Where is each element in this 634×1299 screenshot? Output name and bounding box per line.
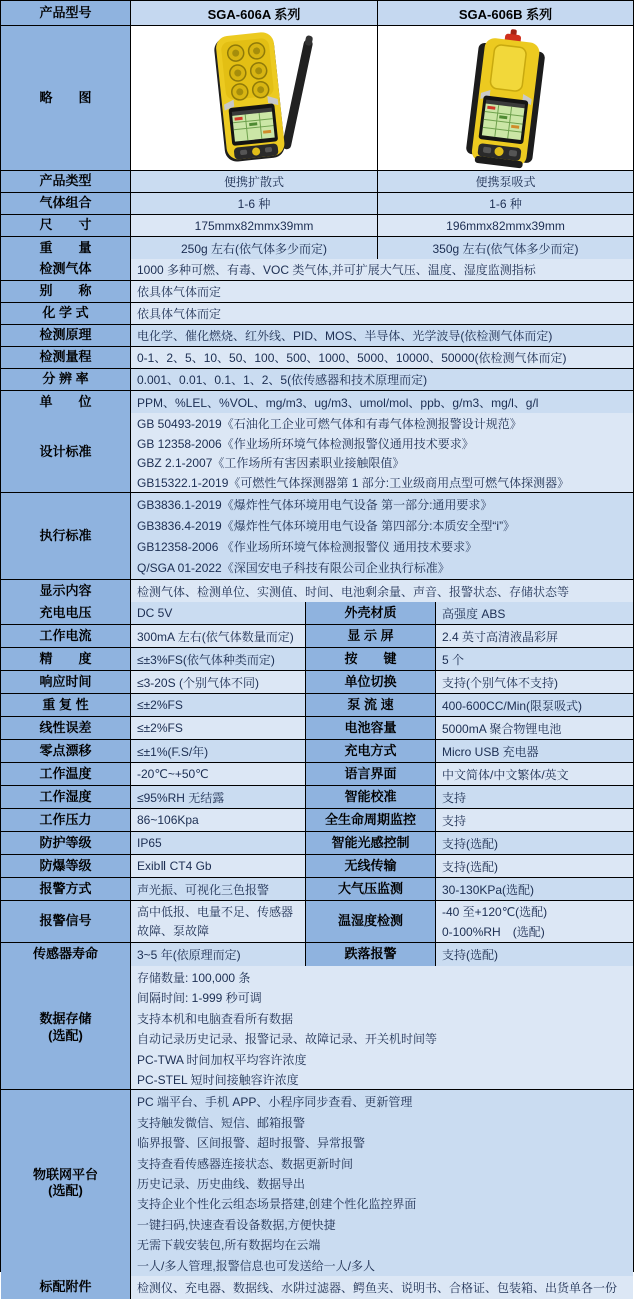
row-label: 工作压力	[1, 809, 131, 831]
feature-list	[131, 1090, 633, 1276]
feature-line: 存储数量: 100,000 条	[137, 971, 251, 985]
table-row	[1, 878, 633, 901]
row-label: 化 学 式	[1, 303, 131, 324]
row-label: 充电电压	[1, 602, 131, 624]
row-value-left: IP65	[131, 832, 306, 854]
row-label: 标配附件	[1, 1276, 131, 1299]
row-value: PPM、%LEL、%VOL、mg/m3、ug/m3、umol/mol、ppb、g/m3、mg/l、g/l	[131, 391, 633, 413]
row-value-right	[436, 901, 633, 942]
row-label-right: 智能光感控制	[306, 832, 436, 854]
row-label-right: 全生命周期监控	[306, 809, 436, 831]
row-value: 电化学、催化燃烧、红外线、PID、MOS、半导体、光学波导(依检测气体而定)	[131, 325, 633, 346]
row-value: 依具体气体而定	[131, 281, 633, 302]
row-label: 检测气体	[1, 259, 131, 280]
row-label: 单 位	[1, 391, 131, 413]
row-label: 分 辨 率	[1, 369, 131, 390]
row-value-a: 便携扩散式	[131, 171, 378, 192]
table-row	[1, 855, 633, 878]
feature-line: 间隔时间: 1-999 秒可调	[137, 991, 262, 1006]
table-row	[1, 625, 633, 648]
row-value-b: 350g 左右(依气体多少而定)	[378, 237, 633, 259]
row-label: 别 称	[1, 281, 131, 302]
row-label-right: 温湿度检测	[306, 901, 436, 942]
row-value-left: ≤95%RH 无结露	[131, 786, 306, 808]
row-label: 响应时间	[1, 671, 131, 693]
row-value-right: 中文简体/中文繁体/英文	[436, 763, 633, 785]
table-row	[1, 717, 633, 740]
feature-line: 无需下载安装包,所有数据均在云端	[137, 1238, 321, 1253]
row-label: 检测量程	[1, 347, 131, 368]
row-label: 重 复 性	[1, 694, 131, 716]
table-row	[1, 901, 633, 943]
row-label-right: 无线传输	[306, 855, 436, 877]
row-value-b: 便携泵吸式	[378, 171, 633, 192]
row-label: 设计标准	[1, 413, 131, 492]
row-label	[1, 1090, 131, 1276]
row-value-right: 30-130KPa(选配)	[436, 878, 633, 900]
row-value-left: DC 5V	[131, 602, 306, 624]
row-value-left: ≤±1%(F.S/年)	[131, 740, 306, 762]
standard-line: GB12358-2006 《作业场所环境气体检测报警仪 通用技术要求》	[137, 540, 478, 554]
table-row	[1, 369, 633, 391]
accessories-section	[1, 1276, 633, 1299]
row-value-right: 支持	[436, 809, 633, 831]
row-label: 执行标准	[1, 493, 131, 579]
table-row	[1, 281, 633, 303]
row-label: 工作湿度	[1, 786, 131, 808]
row-value-left: 声光振、可视化三色报警	[131, 878, 306, 900]
basic-spec-section	[1, 171, 633, 259]
row-value: 检测气体、检测单位、实测值、时间、电池剩余量、声音、报警状态、存储状态等	[131, 580, 633, 602]
standards-list	[131, 413, 633, 492]
row-value-left: 高中低报、电量不足、传感器故障、泵故障	[131, 901, 306, 942]
row-value-right: 支持(个别气体不支持)	[436, 671, 633, 693]
row-value: 检测仪、充电器、数据线、水阱过滤器、鳄鱼夹、说明书、合格证、包装箱、出货单各一份	[131, 1276, 633, 1299]
pump-detector-icon	[396, 28, 616, 168]
sketch-label: 略 图	[1, 26, 131, 170]
feature-line: PC-STEL 短时间接触容许浓度	[137, 1073, 299, 1088]
row-label: 零点漂移	[1, 740, 131, 762]
row-value-left: ≤±2%FS	[131, 717, 306, 739]
table-row	[1, 1276, 633, 1299]
label-line: (选配)	[48, 1183, 83, 1199]
model-a-title: SGA-606A 系列	[131, 1, 378, 25]
row-value-a: 250g 左右(依气体多少而定)	[131, 237, 378, 259]
feature-line: 支持企业个性化云组态场景搭建,创建个性化监控界面	[137, 1197, 417, 1212]
feature-list	[131, 966, 633, 1089]
row-label: 传感器寿命	[1, 943, 131, 966]
standard-line: GB15322.1-2019《可燃性气体探测器第 1 部分:工业级商用点型可燃气体探测器》	[137, 475, 570, 490]
table-row	[1, 193, 633, 215]
row-label: 线性误差	[1, 717, 131, 739]
row-value-left: ExibⅡ CT4 Gb	[131, 855, 306, 877]
row-label: 报警方式	[1, 878, 131, 900]
value-line: -40 至+120℃(选配)	[442, 904, 548, 919]
table-row	[1, 671, 633, 694]
standard-line: GB 12358-2006《作业场所环境气体检测报警仪通用技术要求》	[137, 436, 474, 451]
row-value-left: ≤±3%FS(依气体种类而定)	[131, 648, 306, 670]
value-line: 0-100%RH (选配)	[442, 924, 545, 939]
row-value-right: 支持(选配)	[436, 855, 633, 877]
row-label: 重 量	[1, 237, 131, 259]
table-row	[1, 763, 633, 786]
standard-line: Q/SGA 01-2022《深国安电子科技有限公司企业执行标准》	[137, 561, 450, 575]
row-label: 工作电流	[1, 625, 131, 647]
table-row	[1, 694, 633, 717]
row-value: 0-1、2、5、10、50、100、500、1000、5000、10000、50000(依检测气体而定)	[131, 347, 633, 368]
row-value-left: 86~106Kpa	[131, 809, 306, 831]
device-a-image	[131, 26, 378, 170]
row-label-right: 智能校准	[306, 786, 436, 808]
table-row	[1, 237, 633, 259]
table-row	[1, 943, 633, 966]
row-value: 依具体气体而定	[131, 303, 633, 324]
row-value-right: 支持	[436, 786, 633, 808]
header-row	[1, 1, 633, 26]
table-row	[1, 602, 633, 625]
row-value-b: 196mmx82mmx39mm	[378, 215, 633, 236]
row-value-left: -20℃~+50℃	[131, 763, 306, 785]
label-line: 数据存储	[39, 1011, 92, 1027]
row-value-b: 1-6 种	[378, 193, 633, 214]
feature-line: 支持查看传感器连接状态、数据更新时间	[137, 1156, 354, 1171]
feature-line: PC 端平台、手机 APP、小程序同步查看、更新管理	[137, 1095, 413, 1110]
row-label-right: 语言界面	[306, 763, 436, 785]
standard-line: GB 50493-2019《石油化工企业可燃气体和有毒气体检测报警设计规范》	[137, 417, 522, 431]
label-line: 物联网平台	[32, 1166, 98, 1182]
table-row	[1, 259, 633, 281]
row-label	[1, 966, 131, 1089]
row-label-right: 显 示 屏	[306, 625, 436, 647]
feature-line: 自动记录历史记录、报警记录、故障记录、开关机时间等	[137, 1032, 438, 1047]
row-value-right: 支持(选配)	[436, 832, 633, 854]
row-value-a: 175mmx82mmx39mm	[131, 215, 378, 236]
diffusion-detector-icon	[144, 28, 364, 168]
electrical-spec-section	[1, 602, 633, 966]
row-label: 尺 寸	[1, 215, 131, 236]
row-value-left: ≤±2%FS	[131, 694, 306, 716]
row-value-left: 3~5 年(依原理而定)	[131, 943, 306, 966]
row-label: 产品类型	[1, 171, 131, 192]
row-label: 防护等级	[1, 832, 131, 854]
row-label: 防爆等级	[1, 855, 131, 877]
row-value-right: 高强度 ABS	[436, 602, 633, 624]
row-value-right: 5000mA 聚合物锂电池	[436, 717, 633, 739]
table-row	[1, 391, 633, 413]
standards-list	[131, 493, 633, 579]
table-row	[1, 493, 633, 580]
row-value-right: 5 个	[436, 648, 633, 670]
feature-line: 一键扫码,快速查看设备数据,方便快捷	[137, 1217, 336, 1232]
table-row	[1, 648, 633, 671]
table-row	[1, 1090, 633, 1276]
row-label-right: 单位切换	[306, 671, 436, 693]
table-row	[1, 303, 633, 325]
row-value-a: 1-6 种	[131, 193, 378, 214]
row-value-left: ≤3-20S (个别气体不同)	[131, 671, 306, 693]
row-value-left: 300mA 左右(依气体数量而定)	[131, 625, 306, 647]
feature-line: 临界报警、区间报警、超时报警、异常报警	[137, 1136, 366, 1151]
row-label: 检测原理	[1, 325, 131, 346]
row-label-right: 泵 流 速	[306, 694, 436, 716]
row-label: 精 度	[1, 648, 131, 670]
optional-features-section	[1, 966, 633, 1276]
table-row	[1, 413, 633, 493]
table-row	[1, 740, 633, 763]
row-value-right: Micro USB 充电器	[436, 740, 633, 762]
feature-line: 历史记录、历史曲线、数据导出	[137, 1177, 306, 1192]
table-row	[1, 809, 633, 832]
table-row	[1, 580, 633, 602]
row-label-right: 按 键	[306, 648, 436, 670]
row-value: 0.001、0.01、0.1、1、2、5(依传感器和技术原理而定)	[131, 369, 633, 390]
row-label: 报警信号	[1, 901, 131, 942]
table-row	[1, 832, 633, 855]
feature-line: 支持本机和电脑查看所有数据	[137, 1011, 294, 1026]
standard-line: GB3836.4-2019《爆炸性气体环境用电气设备 第四部分:本质安全型“i”》	[137, 519, 516, 533]
row-label: 显示内容	[1, 580, 131, 602]
label-line: (选配)	[48, 1027, 83, 1043]
model-b-title: SGA-606B 系列	[378, 1, 633, 25]
table-row	[1, 347, 633, 369]
row-value: 1000 多种可燃、有毒、VOC 类气体,并可扩展大气压、温度、湿度监测指标	[131, 259, 633, 280]
row-value-right: 2.4 英寸高清液晶彩屏	[436, 625, 633, 647]
table-row	[1, 966, 633, 1090]
header-label: 产品型号	[1, 1, 131, 25]
device-b-image	[378, 26, 633, 170]
table-row	[1, 786, 633, 809]
row-label-right: 大气压监测	[306, 878, 436, 900]
gas-spec-section	[1, 259, 633, 413]
table-row	[1, 215, 633, 237]
feature-line: PC-TWA 时间加权平均容许浓度	[137, 1052, 307, 1067]
row-value-right: 400-600CC/Min(限泵吸式)	[436, 694, 633, 716]
row-label: 气体组合	[1, 193, 131, 214]
standards-section	[1, 413, 633, 602]
row-label-right: 跌落报警	[306, 943, 436, 966]
row-label: 工作温度	[1, 763, 131, 785]
row-label-right: 外壳材质	[306, 602, 436, 624]
feature-line: 支持触发微信、短信、邮箱报警	[137, 1115, 306, 1130]
sketch-row	[1, 26, 633, 171]
row-value-right: 支持(选配)	[436, 943, 633, 966]
standard-line: GB3836.1-2019《爆炸性气体环境用电气设备 第一部分:通用要求》	[137, 498, 493, 512]
feature-line: 一人/多人管理,报警信息也可发送给一人/多人	[137, 1258, 376, 1273]
row-label-right: 充电方式	[306, 740, 436, 762]
standard-line: GBZ 2.1-2007《工作场所有害因素职业接触限值》	[137, 456, 405, 470]
table-row	[1, 171, 633, 193]
row-label-right: 电池容量	[306, 717, 436, 739]
table-row	[1, 325, 633, 347]
